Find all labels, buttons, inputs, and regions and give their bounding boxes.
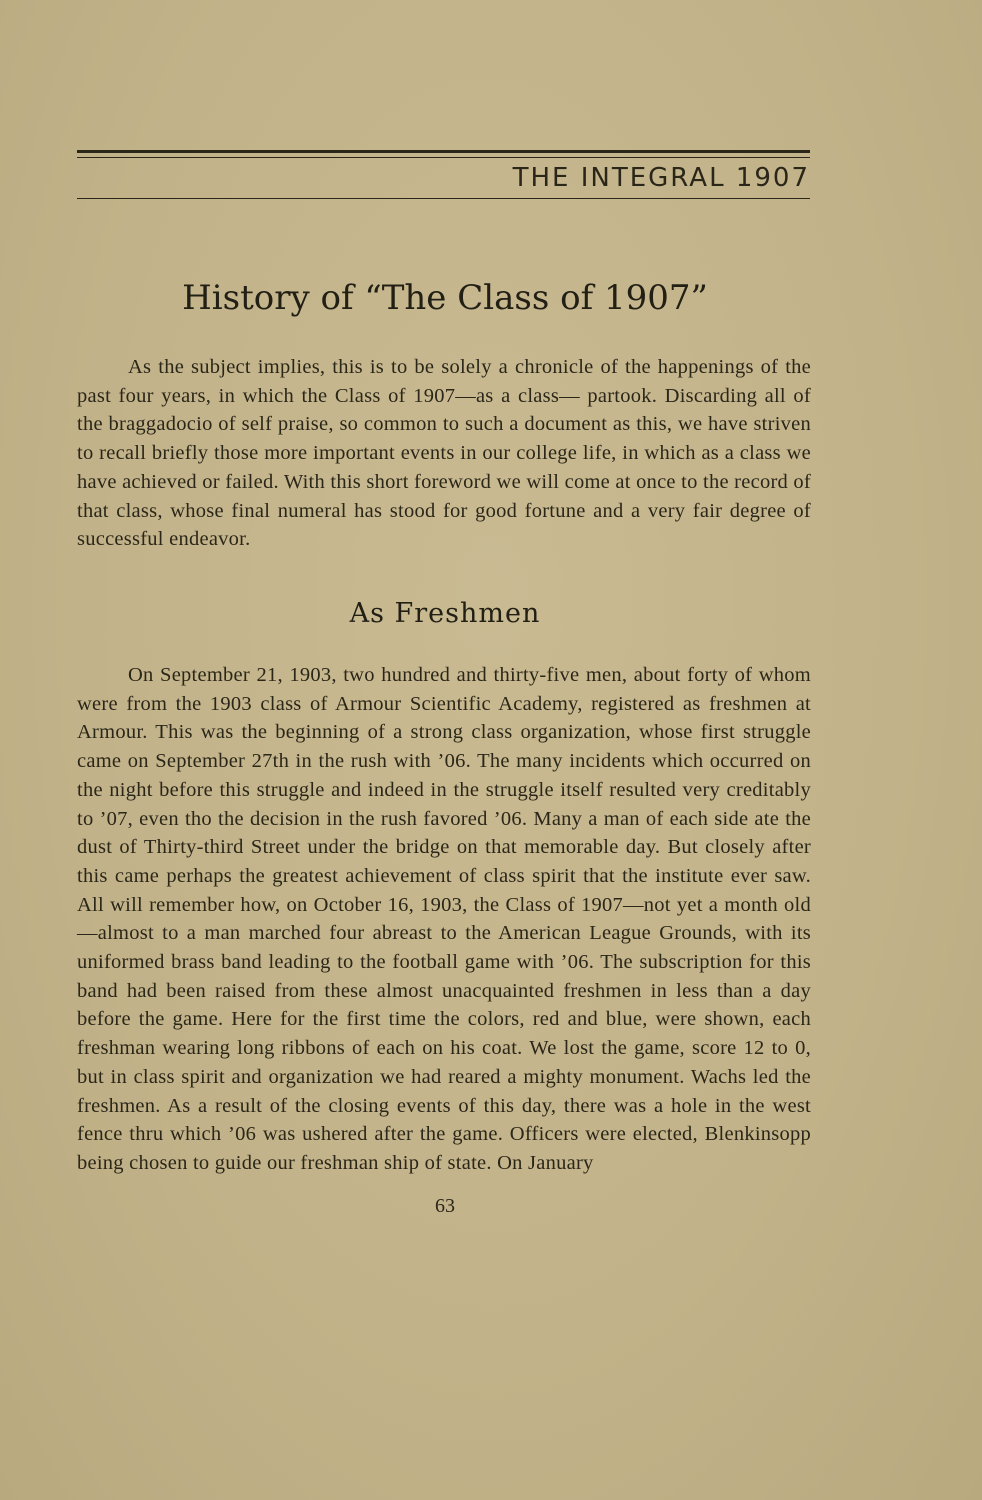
header-rule-thin xyxy=(77,157,810,158)
section-heading: As Freshmen xyxy=(349,598,541,629)
intro-paragraph: As the subject implies, this is to be solely a chronicle of the happenings of the past four years, in which the Class of 1907—as a class— partook. Discarding all of the braggadocio of self praise, so common to such a document as this, we have striven to recall briefly those more important events in our college life, in which as a class we have achieved or failed. With this short foreword we will come at once to the record of that class, whose final numeral has stood for good fortune and a very fair degree of successful endeavor. xyxy=(77,356,811,551)
running-head: THE INTEGRAL 1907 xyxy=(512,163,810,193)
header-rule-bottom xyxy=(77,198,810,199)
header-rule-thick xyxy=(77,150,810,153)
section-paragraph: On September 21, 1903, two hundred and thirty-five men, about forty of whom were from the 1903 class of Armour Scientific Academy, registered as freshmen at Armour. This was the beginning of a strong class organization, whose first struggle came on September 27th in the rush with ’06. The many incidents which occurred on the night before this struggle and indeed in the struggle itself resulted very creditably to ’07, even tho the decision in the rush favored ’06. Many a man of each side ate the dust of Thirty-third Street under the bridge on that memorable day. But closely after this came perhaps the greatest achievement of class spirit that the institute ever saw. All will remember how, on October 16, 1903, the Class of 1907—not yet a month old —almost to a man marched four abreast to the American League Grounds, with its uniformed brass band leading to the football game with ’06. The subscription for this band had been raised from these almost unacquainted freshmen in less than a day before the game. Here for the first time the colors, red and blue, were shown, each freshman wearing long ribbons of each on his coat. We lost the game, score 12 to 0, but in class spirit and organization we had reared a mighty monument. Wachs led the freshmen. As a result of the closing events of this day, there was a hole in the west fence thru which ’06 was ushered after the game. Officers were elected, Blenkinsopp being chosen to guide our freshman ship of state. On January xyxy=(77,664,811,1174)
page-title: History of “The Class of 1907” xyxy=(182,278,708,318)
page-number: 63 xyxy=(435,1195,455,1217)
